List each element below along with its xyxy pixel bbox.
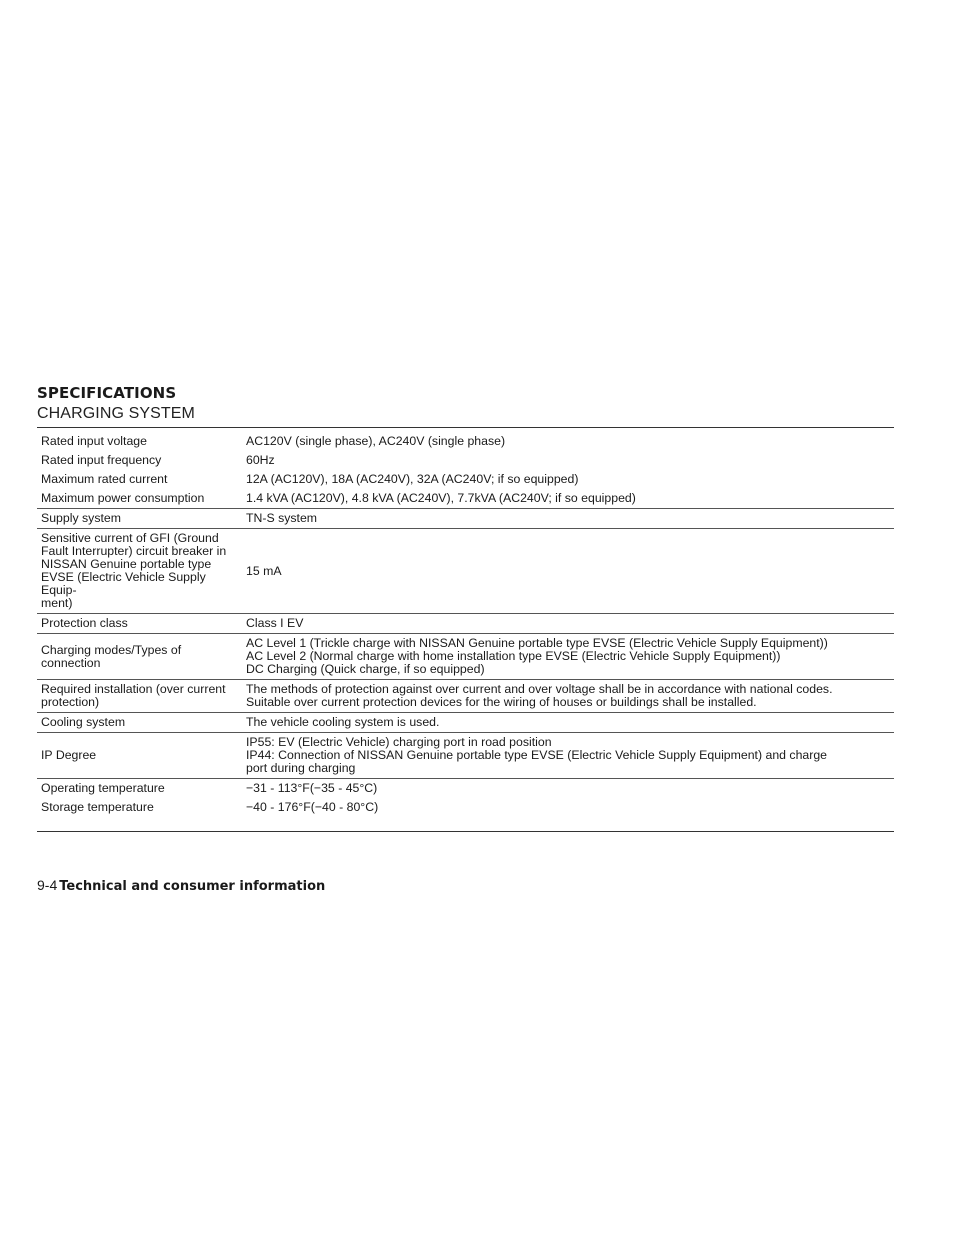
spec-row-storage-temperature bbox=[37, 798, 894, 832]
spec-label: Maximum power consumption bbox=[41, 491, 205, 505]
spec-label: Rated input frequency bbox=[41, 453, 162, 467]
charging-system-spec-table bbox=[37, 427, 894, 832]
spec-label: Storage temperature bbox=[41, 800, 154, 814]
section-heading: SPECIFICATIONS bbox=[37, 384, 177, 402]
spec-value: The methods of protection against over current and over voltage shall be in accordance with national codes. Suitable over current protection devices for the wiring of houses or buildings shall be installed. bbox=[241, 680, 894, 713]
spec-value: AC120V (single phase), AC240V (single phase) bbox=[246, 434, 506, 448]
spec-value: 60Hz bbox=[246, 453, 275, 467]
spec-label: Cooling system bbox=[37, 713, 241, 733]
spec-label: Charging modes/Types of connection bbox=[37, 634, 241, 680]
spec-row-maximum-power-consumption bbox=[37, 489, 894, 509]
spec-value: −40 - 176°F(−40 - 80°C) bbox=[246, 800, 379, 814]
spec-value: 1.4 kVA (AC120V), 4.8 kVA (AC240V), 7.7kVA (AC240V; if so equipped) bbox=[246, 491, 636, 505]
subsection-heading: CHARGING SYSTEM bbox=[37, 405, 195, 422]
spec-label: Maximum rated current bbox=[41, 472, 168, 486]
spec-row-supply-system bbox=[37, 509, 894, 529]
spec-row-charging-modes bbox=[37, 634, 894, 680]
spec-label: IP Degree bbox=[37, 733, 241, 779]
spec-label: Supply system bbox=[37, 509, 241, 529]
page-number: 9-4 bbox=[37, 877, 58, 893]
spec-label: Sensitive current of GFI (Ground Fault Interrupter) circuit breaker in NISSAN Genuine portable type EVSE (Electric Vehicle Supply Equip- ment) bbox=[37, 529, 241, 614]
spec-row-gfi-sensitive-current bbox=[37, 529, 894, 614]
chapter-title: Technical and consumer information bbox=[59, 879, 326, 894]
spec-row-protection-class bbox=[37, 614, 894, 634]
spec-value: 15 mA bbox=[241, 529, 894, 614]
spec-value: Class I EV bbox=[241, 614, 894, 634]
spec-value: AC Level 1 (Trickle charge with NISSAN Genuine portable type EVSE (Electric Vehicle Supply Equipment)) AC Level 2 (Normal charge with home installation type EVSE (Electric Vehicle Supply Equipment)) DC Charging (Quick charge, if so equipped) bbox=[241, 634, 894, 680]
spec-row-rated-input-frequency bbox=[37, 451, 894, 470]
spec-row-ip-degree bbox=[37, 733, 894, 779]
spec-row-maximum-rated-current bbox=[37, 470, 894, 489]
spec-row-rated-input-voltage bbox=[37, 428, 894, 452]
page-footer bbox=[37, 877, 325, 895]
spec-value: 12A (AC120V), 18A (AC240V), 32A (AC240V; if so equipped) bbox=[246, 472, 579, 486]
spec-value: IP55: EV (Electric Vehicle) charging port in road position IP44: Connection of NISSAN Genuine portable type EVSE (Electric Vehicle Supply Equipment) and charge port during charging bbox=[241, 733, 894, 779]
spec-label: Operating temperature bbox=[37, 779, 241, 799]
spec-row-required-installation bbox=[37, 680, 894, 713]
spec-value: The vehicle cooling system is used. bbox=[241, 713, 894, 733]
spec-value: −31 - 113°F(−35 - 45°C) bbox=[241, 779, 894, 799]
spec-row-cooling-system bbox=[37, 713, 894, 733]
spec-value: TN-S system bbox=[241, 509, 894, 529]
spec-label: Protection class bbox=[37, 614, 241, 634]
spec-label: Required installation (over current protection) bbox=[37, 680, 241, 713]
spec-row-operating-temperature bbox=[37, 779, 894, 799]
spec-label: Rated input voltage bbox=[41, 434, 147, 448]
